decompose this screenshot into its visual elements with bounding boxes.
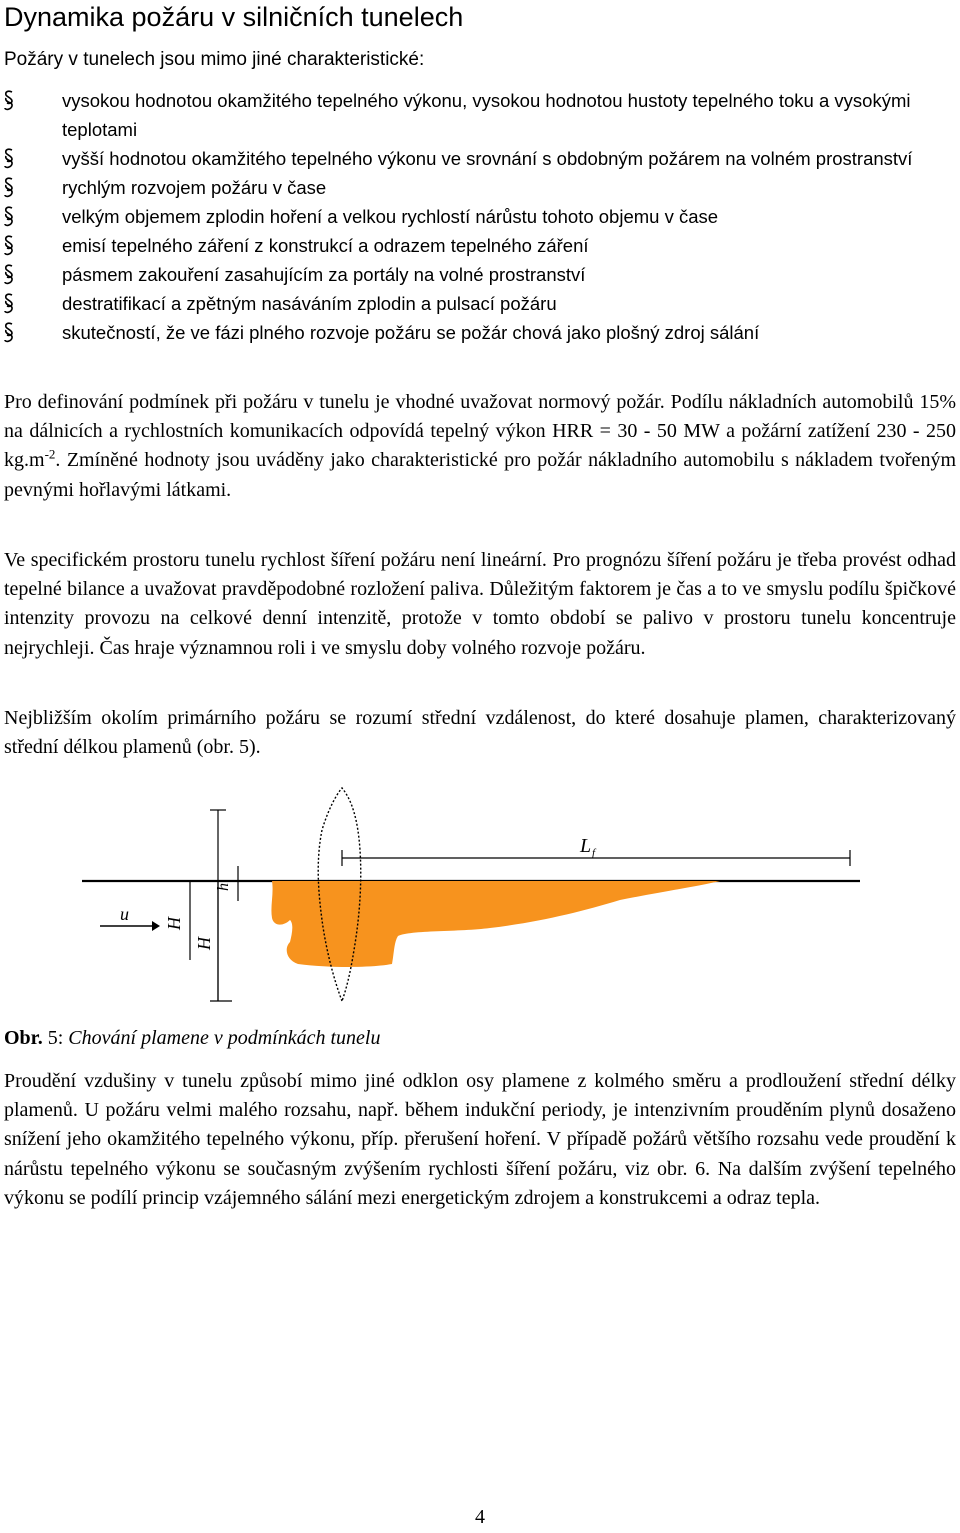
label-Ht: H [194, 937, 214, 950]
caption-prefix: Obr. [4, 1027, 43, 1049]
list-item [0, 260, 960, 289]
caption-number: 5: [42, 1027, 64, 1049]
label-hf: h [215, 883, 232, 891]
list-item [0, 289, 960, 318]
page-title: Dynamika požáru v silničních tunelech [4, 2, 464, 32]
label-Lf: L [580, 835, 592, 857]
bullet-text: pásmem zakouření zasahujícím za portály na volné prostranství [62, 264, 586, 285]
list-item [0, 144, 960, 173]
paragraph-spread: Ve specifickém prostoru tunelu rychlost šíření požáru není lineární. Pro prognózu šíření požáru je třeba provést odhad tepelné bilance a uvažovat pravděpodobné rozložení paliva. Důležitým faktorem je čas a to ve smyslu podílu špičkové intenzity provozu na celkové denní intenzitě, protože v tomto období se palivo v prostoru tunelu koncentruje nejrychleji. Čas hraje významnou roli i ve smyslu doby volného rozvoje požáru. [4, 549, 956, 659]
list-item [0, 86, 960, 144]
bullet-text: rychlým rozvojem požáru v čase [62, 177, 327, 198]
figure-caption [4, 1024, 380, 1053]
paragraph-normative-fire [4, 388, 956, 505]
bullet-text: vysokou hodnotou okamžitého tepelného výkonu, vysokou hodnotou hustoty tepelného toku a vysokými teplotami [62, 90, 911, 140]
tunnel-flame-diagram [60, 770, 890, 1020]
paragraph-text: Pro definování podmínek při požáru v tunelu je vhodné uvažovat normový požár. Podílu nákladních automobilů 15% na dálnicích a rychlostních komunikacích odpovídá tepelný výkon HRR = 30 - 50 MW a požární zatížení 230 - 250 kg.m [4, 391, 956, 472]
list-item [0, 173, 960, 202]
bullet-text: emisí tepelného záření z konstrukcí a odrazem tepelného záření [62, 235, 589, 256]
section-sign-bullet-icon [0, 260, 62, 289]
list-item [0, 202, 960, 231]
list-item [0, 231, 960, 260]
page-number: 4 [475, 1506, 485, 1528]
intro-text: Požáry v tunelech jsou mimo jiné charakteristické: [4, 49, 425, 70]
section-sign-bullet-icon [0, 202, 62, 231]
flame-shape [271, 881, 720, 967]
bullet-text: destratifikací a zpětným nasáváním zplodin a pulsací požáru [62, 293, 557, 314]
section-sign-bullet-icon [0, 231, 62, 260]
paragraph-text-continued: . Zmíněné hodnoty jsou uváděny jako charakteristické pro požár nákladního automobilu s nákladem tvořeným pevnými hořlavými látkami. [4, 449, 956, 501]
label-u: u [120, 904, 129, 924]
paragraph-airflow: Proudění vzdušiny v tunelu způsobí mimo jiné odklon osy plamene z kolmého směru a prodloužení střední délky plamenů. U požáru velmi malého rozsahu, např. během indukční periody, je intenzivním prouděním plynů dosaženo snížení jeho okamžitého tepelného výkonu, příp. přerušení hoření. V případě požárů většího rozsahu vede proudění k nárůstu tepelného výkonu se současným zvýšením rychlosti šíření požáru, viz obr. 6. Na dalším zvýšení tepelného výkonu se podílí princip vzájemného sálání mezi energetickým zdrojem a konstrukcemi a odraz tepla. [4, 1070, 956, 1209]
section-sign-bullet-icon [0, 318, 62, 347]
section-sign-bullet-icon [0, 173, 62, 202]
bullet-text: vyšší hodnotou okamžitého tepelného výkonu ve srovnání s obdobným požárem na volném prostranství [62, 148, 913, 169]
bullet-text: skutečností, že ve fázi plného rozvoje požáru se požár chová jako plošný zdroj sálání [62, 322, 760, 343]
section-sign-bullet-icon [0, 144, 62, 173]
label-Hf: H [164, 917, 184, 930]
superscript: -2 [44, 446, 56, 462]
label-Lf-sub: f [592, 847, 596, 859]
paragraph-flame-length: Nejbližším okolím primárního požáru se rozumí střední vzdálenost, do které dosahuje plamen, charakterizovaný střední délkou plamenů (obr. 5). [4, 707, 956, 759]
bullet-text: velkým objemem zplodin hoření a velkou rychlostí nárůstu tohoto objemu v čase [62, 206, 719, 227]
list-item [0, 318, 960, 347]
airflow-arrow-head [152, 921, 160, 931]
caption-text: Chování plamene v podmínkách tunelu [63, 1027, 381, 1049]
bullet-list [0, 86, 960, 347]
section-sign-bullet-icon [0, 86, 62, 115]
section-sign-bullet-icon [0, 289, 62, 318]
